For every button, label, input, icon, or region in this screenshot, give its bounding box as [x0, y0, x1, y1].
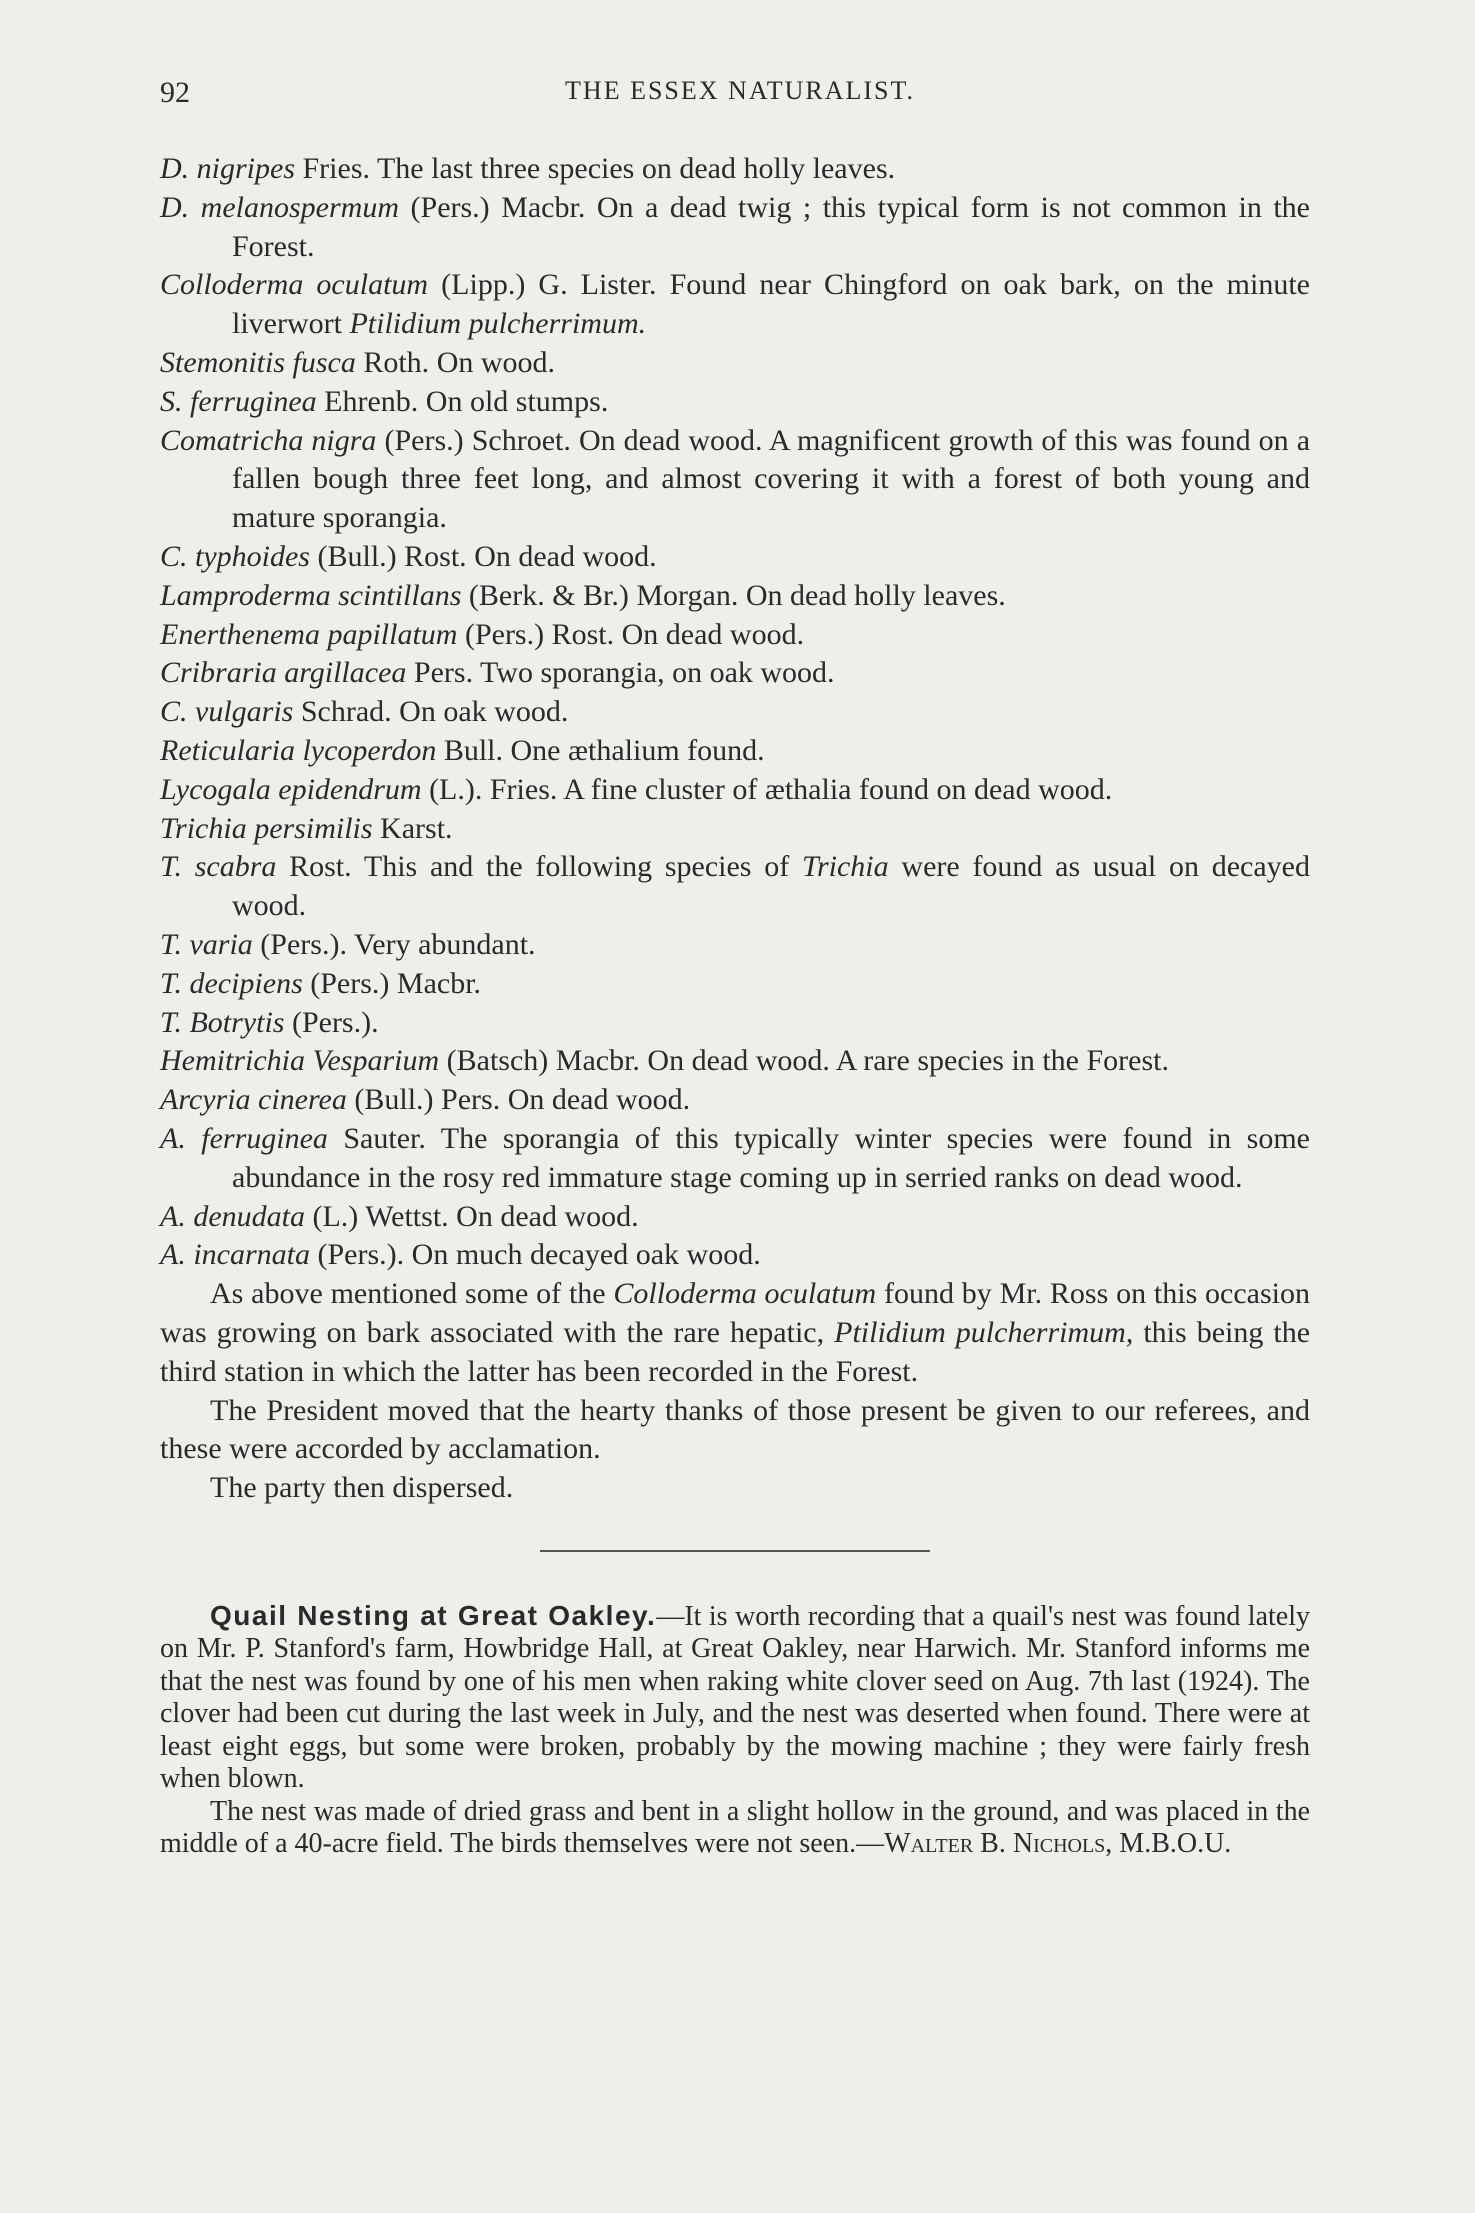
species-name: A. ferruginea: [160, 1121, 328, 1155]
species-note: On dead wood.: [621, 617, 805, 651]
species-entry: [160, 577, 1310, 616]
page-header: [160, 76, 1320, 116]
species-note: On dead wood.: [507, 1083, 691, 1117]
species-entry: [160, 1042, 1310, 1081]
note-text: —It is worth recording that a quail's nest was found lately on Mr. P. Stanford's farm, Howbridge Hall, at Great Oakley, near Harwich. Mr. Stanford informs me that the nest was found by one of his men when raking white clover seed on Aug. 7th last (1924). The clover had been cut during the last week in July, and the nest was deserted when found. There were at least eight eggs, but some were broken, probably by the mowing machine ; they were fairly fresh when blown.: [160, 1600, 1310, 1795]
species-note: On dead wood.: [456, 1199, 639, 1233]
species-name: Cribraria argillacea: [160, 656, 407, 690]
species-authority: (Bull.) Rost.: [317, 539, 467, 573]
species-authority: Karst.: [380, 811, 453, 845]
species-name: Colloderma oculatum: [160, 268, 429, 302]
species-entry: [160, 848, 1310, 926]
species-name: D. nigripes: [160, 152, 295, 185]
species-name: D. melanospermum: [160, 190, 399, 224]
species-authority: (L.). Fries.: [429, 772, 558, 806]
note-paragraph-1: [160, 1600, 1310, 1796]
species-note: One æthalium found.: [510, 733, 765, 767]
note-signature: Walter B. Nichols,: [884, 1828, 1113, 1860]
species-authority: (Pers.) Schroet.: [384, 423, 571, 457]
note-text: The nest was made of dried grass and bent in a slight hollow in the ground, and was placed in the middle of a 40-acre field. The birds themselves were not seen.—: [160, 1795, 1310, 1860]
species-entry: [160, 654, 1310, 693]
species-entry: [160, 1120, 1310, 1198]
species-name: C. vulgaris: [160, 695, 294, 729]
species-authority: Fries.: [302, 152, 370, 185]
species-authority: Ehrenb.: [324, 384, 419, 418]
species-note: A fine cluster of æthalia found on dead wood.: [563, 772, 1113, 806]
species-authority: (Batsch) Macbr.: [446, 1044, 640, 1078]
paragraph-thanks: The President moved that the hearty thanks of those present be given to our referees, and these were accorded by acclamation.: [160, 1393, 1310, 1466]
species-note-italic: Trichia: [801, 850, 889, 884]
species-authority: (Pers.) Macbr.: [310, 966, 482, 1000]
species-entry: [160, 383, 1310, 422]
species-authority: (Pers.).: [317, 1238, 405, 1272]
species-authority: Rost.: [289, 850, 352, 884]
species-authority: Schrad.: [300, 695, 392, 729]
species-name: Trichia persimilis: [160, 811, 373, 845]
species-name: A. denudata: [160, 1199, 305, 1233]
species-note: On dead wood.: [474, 539, 657, 573]
species-entry: [160, 189, 1310, 267]
paragraph-text: this being the third station in which the latter has been recorded in the Forest.: [160, 1315, 1311, 1388]
species-name: Stemonitis fusca: [160, 345, 356, 379]
species-name-italic: Colloderma oculatum: [613, 1277, 877, 1311]
species-entry: [160, 616, 1310, 655]
species-entry: [160, 732, 1310, 771]
species-name: C. typhoides: [160, 539, 310, 573]
note-paragraph-2: [160, 1796, 1310, 1861]
species-entry: [160, 693, 1310, 732]
species-entry: [160, 926, 1310, 965]
species-name: T. Botrytis: [160, 1005, 285, 1039]
paragraph-text: As above mentioned some of the: [210, 1277, 606, 1311]
species-entry: [160, 266, 1310, 344]
species-note: On old stumps.: [425, 384, 609, 418]
species-name: Comatricha nigra: [160, 423, 377, 457]
running-title: THE ESSEX NATURALIST.: [565, 76, 915, 105]
species-name: Lycogala epidendrum: [160, 772, 422, 806]
species-entry: [160, 150, 1310, 189]
note-title: Quail Nesting at Great Oakley.: [210, 1599, 657, 1631]
note-credentials: M.B.O.U.: [1119, 1828, 1232, 1860]
species-name-italic: Ptilidium pulcherrimum,: [834, 1315, 1134, 1349]
species-name: Arcyria cinerea: [160, 1083, 347, 1117]
section-divider: [540, 1550, 930, 1552]
species-note: The sporangia of this typically winter species were found in some abundance in the rosy red immature stage coming up in serried ranks on dead wood.: [232, 1121, 1310, 1194]
species-note: On dead wood. A rare species in the Forest.: [647, 1044, 1169, 1078]
paragraph-dispersed: The party then dispersed.: [210, 1471, 514, 1505]
species-authority: (Pers.).: [260, 927, 347, 961]
species-entry: [160, 1198, 1310, 1237]
species-note: On a dead twig ; this typical form is not common in the Forest.: [232, 190, 1311, 263]
species-note: The last three species on dead holly leaves.: [376, 152, 896, 185]
species-note: On dead holly leaves.: [745, 578, 1006, 612]
species-note: Very abundant.: [353, 927, 536, 961]
species-entry: [160, 965, 1310, 1004]
species-entry: [160, 344, 1310, 383]
paragraph-colloderma: [160, 1275, 1310, 1391]
species-note: On wood.: [436, 345, 556, 379]
species-authority: (Bull.) Pers.: [354, 1083, 501, 1117]
species-name: S. ferruginea: [160, 384, 317, 418]
species-entry: [160, 771, 1310, 810]
paragraph-text: found by Mr. Ross on this occasion was growing on bark associated with the rare hepatic,: [160, 1277, 1310, 1349]
page-number: 92: [160, 76, 190, 109]
page-body: [160, 150, 1310, 1861]
species-authority: (Berk. & Br.) Morgan.: [468, 578, 739, 612]
species-entry: [160, 1081, 1310, 1120]
species-name: A. incarnata: [160, 1238, 310, 1272]
species-name: T. scabra: [160, 850, 277, 884]
species-note: Two sporangia, on oak wood.: [480, 656, 835, 690]
species-name: Lamproderma scintillans: [160, 578, 462, 612]
species-list: [160, 150, 1310, 1275]
species-note: This and the following species of: [363, 850, 790, 884]
species-authority: (Lipp.) G. Lister.: [441, 268, 657, 302]
species-name: Reticularia lycoperdon: [160, 733, 437, 767]
species-authority: Roth.: [363, 345, 430, 379]
species-note: On oak wood.: [399, 695, 569, 729]
species-name: T. decipiens: [160, 966, 303, 1000]
species-authority: Bull.: [443, 733, 504, 767]
species-authority: (Pers.).: [291, 1005, 379, 1039]
species-authority: (L.) Wettst.: [312, 1199, 449, 1233]
species-authority: (Pers.) Rost.: [464, 617, 615, 651]
species-entry: [160, 538, 1310, 577]
species-name: Enerthenema papillatum: [160, 617, 458, 651]
species-authority: Sauter.: [343, 1121, 426, 1155]
species-entry: [160, 422, 1310, 538]
species-note: On much decayed oak wood.: [411, 1238, 761, 1272]
species-note: Found near Chingford on oak bark, on the minute liverwort: [232, 268, 1310, 341]
species-entry: [160, 810, 1310, 849]
species-note: were found as usual on decayed wood.: [232, 850, 1310, 923]
species-name: T. varia: [160, 927, 253, 961]
species-authority: (Pers.) Macbr.: [410, 190, 586, 224]
species-name: Hemitrichia Vesparium: [160, 1044, 440, 1078]
species-note-italic: Ptilidium pulcherrimum.: [349, 307, 647, 341]
species-entry: [160, 1004, 1310, 1043]
species-entry: [160, 1236, 1310, 1275]
species-authority: Pers.: [413, 656, 474, 690]
quail-note: [160, 1600, 1310, 1861]
species-note: On dead wood. A magnificent growth of this was found on a fallen bough three feet long, and almost covering it with a forest of both young and mature sporangia.: [232, 423, 1311, 535]
